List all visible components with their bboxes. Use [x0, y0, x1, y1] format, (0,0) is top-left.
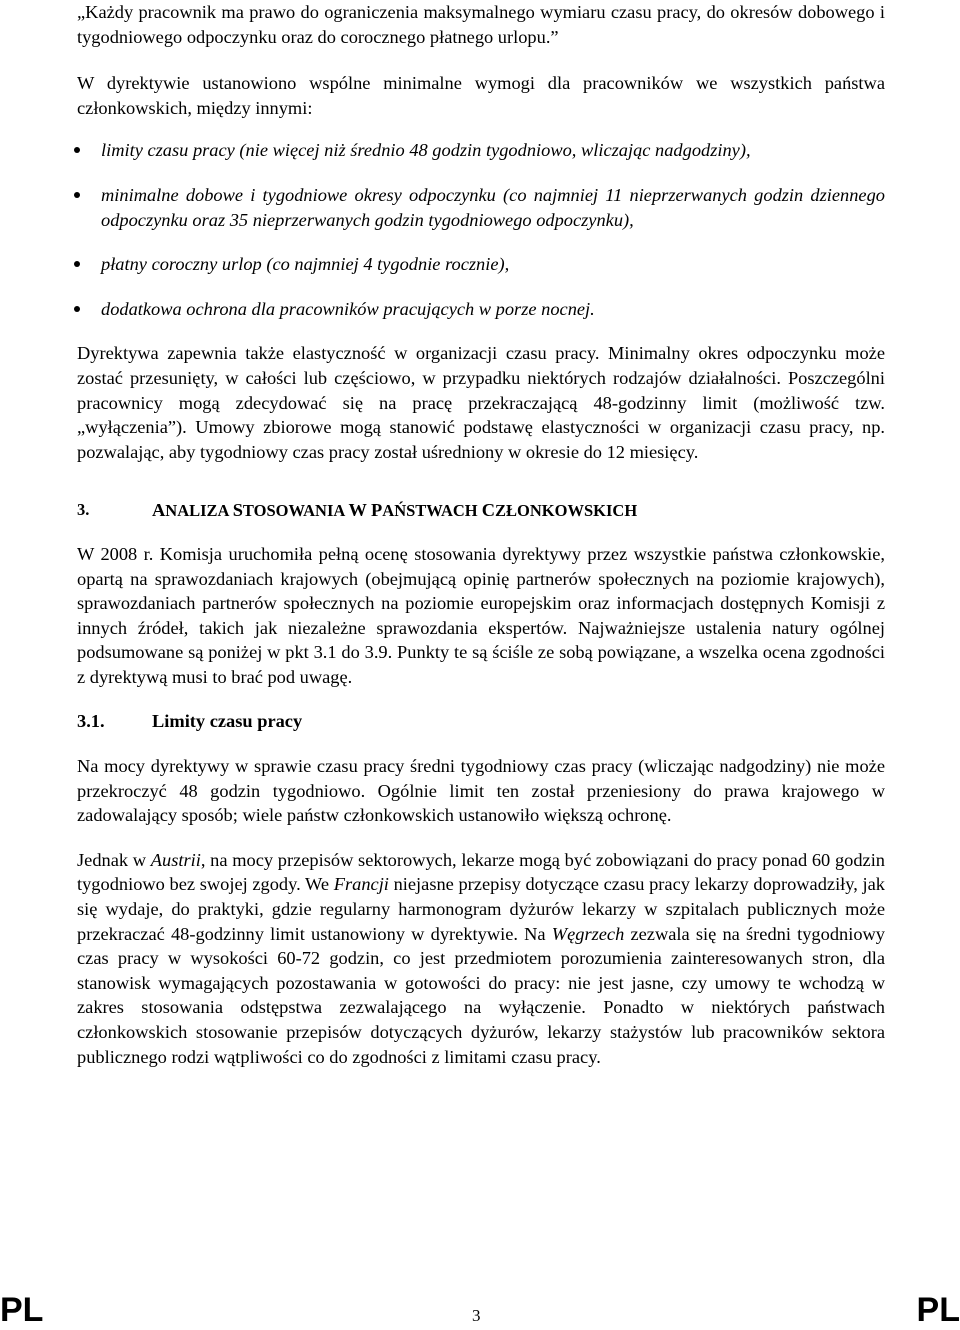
list-item: minimalne dobowe i tygodniowe okresy odpoczynku (co najmniej 11 nieprzerwanych godzin dziennego odpoczynku oraz 35 nieprzerwanych godzin tygodniowego odpoczynku), — [77, 183, 885, 232]
country-hungary: Węgrzech — [551, 923, 625, 944]
document-page — [77, 0, 885, 1069]
limits-paragraph: Na mocy dyrektywy w sprawie czasu pracy średni tygodniowy czas pracy (wliczając nadgodziny) nie może przekroczyć 48 godzin tygodniowo. Ogólnie limit ten został przeniesiony do prawa krajowego w zadowalający sposób; wiele państw członkowskich ustanowiło większą ochronę. — [77, 756, 885, 826]
list-item: dodatkowa ochrona dla pracowników pracujących w porze nocnej. — [77, 297, 885, 322]
page-number: 3 — [472, 1306, 481, 1325]
list-item: limity czasu pracy (nie więcej niż średnio 48 godzin tygodniowo, wliczając nadgodziny), — [77, 138, 885, 163]
footer-language-left: PL — [0, 1291, 44, 1329]
subsection-number: 3.1. — [77, 711, 105, 732]
bullet-icon — [74, 306, 80, 312]
country-austria: Austrii — [150, 849, 201, 870]
directive-quote: „Każdy pracownik ma prawo do ograniczenia maksymalnego wymiaru czasu pracy, do okresów dobowego i tygodniowego odpoczynku oraz do corocznego płatnego urlopu.” — [77, 2, 885, 47]
list-item: płatny coroczny urlop (co najmniej 4 tygodnie rocznie), — [77, 252, 885, 277]
intro-paragraph: W dyrektywie ustanowiono wspólne minimalne wymogi dla pracowników we wszystkich państwa członkowskich, między innymi: — [77, 73, 885, 118]
footer-language-right: PL — [916, 1291, 960, 1329]
country-france: Francji — [333, 874, 389, 895]
section-title: ANALIZA STOSOWANIA W PAŃSTWACH CZŁONKOWSKICH — [152, 500, 638, 521]
bullet-icon — [74, 261, 80, 267]
bullet-icon — [74, 147, 80, 153]
section-heading — [77, 498, 885, 524]
assessment-paragraph: W 2008 r. Komisja uruchomiła pełną ocenę stosowania dyrektywy przez wszystkie państwa członkowskie, opartą na sprawozdaniach krajowych (obejmującą opinię partnerów społecznych na poziomie krajowych), sprawozdaniach partnerów społecznych na poziomie europejskim oraz informacjach dostępnych Komisji z innych źródeł, takich jak niezależne sprawozdania ekspertów. Najważniejsze ustalenia natury ogólnej podsumowane są poniżej w pkt 3.1 do 3.9. Punkty te są ściśle ze sobą powiązane, a wszelka ocena zgodności z dyrektywą musi to brać pod uwagę. — [77, 543, 885, 687]
section-number: 3. — [77, 500, 90, 520]
requirements-list — [77, 138, 885, 321]
subsection-title: Limity czasu pracy — [152, 711, 303, 732]
flexibility-paragraph: Dyrektywa zapewnia także elastyczność w organizacji czasu pracy. Minimalny okres odpoczynku może zostać przesunięty, w całości lub częściowo, w przypadku niektórych rodzajów działalności. Poszczególni pracownicy mogą zdecydować się na pracę przekraczającą 48-godzinny limit (możliwość tzw. „wyłączenia”). Umowy zbiorowe mogą stanowić podstawę elastyczności w organizacji czasu pracy, np. pozwalając, aby tygodniowy czas pracy został uśredniony w okresie do 12 miesięcy. — [77, 343, 885, 462]
subsection-heading — [77, 709, 885, 734]
bullet-icon — [74, 192, 80, 198]
austria-paragraph: Jednak w Austrii, na mocy przepisów sektorowych, lekarze mogą być zobowiązani do pracy ponad 60 godzin tygodniowo bez swojej zgody. We Francji niejasne przepisy dotyczące czasu pracy lekarzy doprowadziły, jak się wydaje, do praktyki, gdzie regularny harmonogram dyżurów lekarzy w szpitalach publicznych może przekraczać 48-godzinny limit ustanowiony w dyrektywie. Na Węgrzech zezwala się na średni tygodniowy czas pracy w wysokości 60-72 godzin, co jest przedmiotem porozumienia zainteresowanych stron, dla stanowisk wymagających pozostawania w gotowości do pracy: nie jest jasne, czy umowy te wchodzą w zakres stosowania odstępstwa zezwalającego na wyłączenie. Ponadto w niektórych państwach członkowskich stosowanie przepisów dotyczących dyżurów, lekarzy stażystów lub pracowników sektora publicznego rodzi wątpliwości co do zgodności z limitami czasu pracy. — [77, 849, 886, 1067]
page-footer — [0, 1290, 960, 1330]
